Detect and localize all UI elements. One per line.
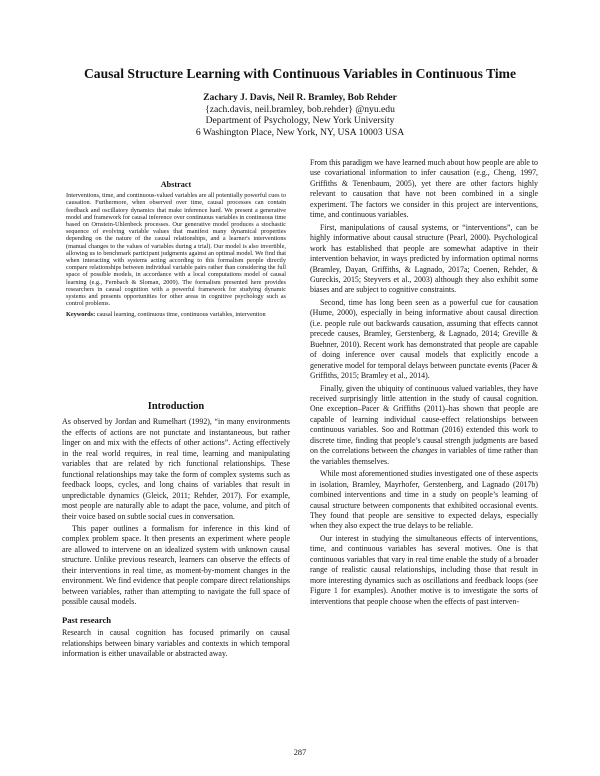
continuous-emphasis: changes	[411, 446, 438, 456]
right-paragraph-motives: Our interest in studying the simultaneous effects of interventions, time, and continuous variables has several motives. One is that continuous variables that vary in real time enable the study of a broader range of realistic causal relationships, including those that result in more interesting dynamics such as oscillations and feedback loops (see Figure 1 for examples). Another motive is to investigate the sorts of interventions that people choose when the effects of past interven-	[310, 533, 538, 606]
keywords-label: Keywords:	[66, 311, 96, 319]
past-research-heading: Past research	[62, 614, 112, 625]
keywords-text: causal learning, continuous time, continuous variables, intervention	[96, 311, 266, 319]
abstract-section	[62, 181, 290, 319]
author-emails: {zach.davis, neil.bramley, bob.rehder} @nyu.edu	[205, 103, 395, 115]
left-column	[62, 402, 290, 659]
right-column	[310, 158, 538, 607]
abstract-heading: Abstract	[160, 180, 192, 189]
intro-paragraph-2: This paper outlines a formalism for inference in this kind of complex problem space. It then presents an experiment where people are allowed to intervene on an idealized system with unknown causal structure. Unlike previous research, learners can observe the effects of their interventions in real time, as moment-by-moment changes in the environment. We find evidence that people compare direct relationships between variables, rather than attempting to navigate the full space of possible causal models.	[62, 523, 290, 607]
author-block	[100, 92, 500, 138]
continuous-text-2: in variables of time rather than the variables themselves.	[310, 446, 538, 466]
right-paragraph-interventions: First, manipulations of causal systems, or “interventions”, can be highly informative about causal structure (Pearl, 2000). Psychological work has established that people are somewhat adaptive in their intervention behavior, in ways predicted by information optimal norms (Bramley, Dayan, Griffiths, & Lagnado, 2017a; Coenen, Rehder, & Gureckis, 2015; Steyvers et al., 2003) although they also exhibit some biases and are subject to cognitive constraints.	[310, 222, 538, 295]
author-department: Department of Psychology, New York University	[205, 115, 395, 127]
right-paragraph-prior-studies: While most aforementioned studies investigated one of these aspects in isolation, Bramley, Mayrhofer, Gerstenberg, and Lagnado (2017b) combined interventions and time in a study on people’s learning of causal structure between components that exhibited occasional events. They found that people are sensitive to expected delays, especially when they also expect the true delays to be reliable.	[310, 469, 538, 531]
right-paragraph-1: From this paradigm we have learned much about how people are able to use covariational information to infer causation (e.g., Cheng, 1997, Griffiths & Tenenbaum, 2005), yet there are other factors highly relevant to causation that have not been combined in a single experiment. The factors we consider in this project are interventions, time, and continuous variables.	[310, 158, 538, 220]
right-paragraph-continuous	[310, 384, 538, 468]
right-paragraph-time: Second, time has long been seen as a powerful cue for causation (Hume, 2000), especially in being informative about causal direction (i.e. people rule out backwards causation, assuming that effects cannot precede causes, Bramley, Gerstenberg, & Lagnado, 2014; Greville & Buehner, 2010). Recent work has demonstrated that people are capable of doing inference over causal models that explicitly encode a generative model for temporal delays between punctate events (Pacer & Griffiths, 2015; Bramley et al., 2014).	[310, 297, 538, 381]
author-address: 6 Washington Place, New York, NY, USA 10003 USA	[195, 126, 405, 138]
intro-paragraph-1: As observed by Jordan and Rumelhart (1992), “in many environments the effects of actions are not punctate and instantaneous, but rather linger on and mix with the effects of other actions”. Acting effectively in the real world requires, in real time, learning and manipulating variables that are related by rich functional relationships. These functional relationships may take the form of complex systems such as feedback loops, cycles, and long chains of variables that result in unpredictable dynamics (Gleick, 2011; Rehder, 2017). For example, most people are naturally able to adapt the pace, volume, and pitch of their voice based on subtle social cues in conversation.	[62, 417, 290, 521]
continuous-text-1: Finally, given the ubiquity of continuous valued variables, they have received surprisingly little attention in the study of causal cognition. One exception–Pacer & Griffiths (2011)–has shown that people are capable of learning individual cause-effect relationships between continuous variables. Soo and Rottman (2016) extended this work to discrete time, finding that people’s causal strength judgments are based on the correlations between the	[310, 383, 538, 456]
keywords-line	[66, 311, 286, 318]
past-research-paragraph: Research in causal cognition has focused primarily on causal relationships between binary variables and contexts in which temporal information is either unavailable or abstracted away.	[62, 628, 290, 658]
introduction-heading: Introduction	[147, 401, 205, 412]
author-names: Zachary J. Davis, Neil R. Bramley, Bob Rehder	[203, 92, 397, 103]
paper-title: Causal Structure Learning with Continuous Variables in Continuous Time	[83, 66, 517, 81]
abstract-body: Interventions, time, and continuous-valued variables are all potentially powerful cues to causation. Furthermore, when observed over time, causal processes can contain feedback and oscillatory dynamics that make inference hard. We present a generative model and framework for causal inference over continuous variables in continuous time based on Ornstein-Uhlenbeck processes. Our generative model produces a stochastic sequence of evolving variable values that manifest many dynamical properties depending on the nature of the causal relationships, and a learner's interventions (manual changes to the values of variables during a trial). Our model is also invertible, allowing us to benchmark participant judgments against an optimal model. We find that when interacting with systems acting according to this formalism people directly compare relationships between individual variable pairs rather than considering the full space of possible models, in accordance with a local computations model of causal learning (e.g., Fernbach & Sloman, 2009). The formalism presented here provides researchers in causal cognition with a powerful framework for studying dynamic systems and presents opportunities for other areas in cognitive psychology such as control problems.	[66, 192, 286, 308]
page-number: 287	[293, 748, 307, 757]
